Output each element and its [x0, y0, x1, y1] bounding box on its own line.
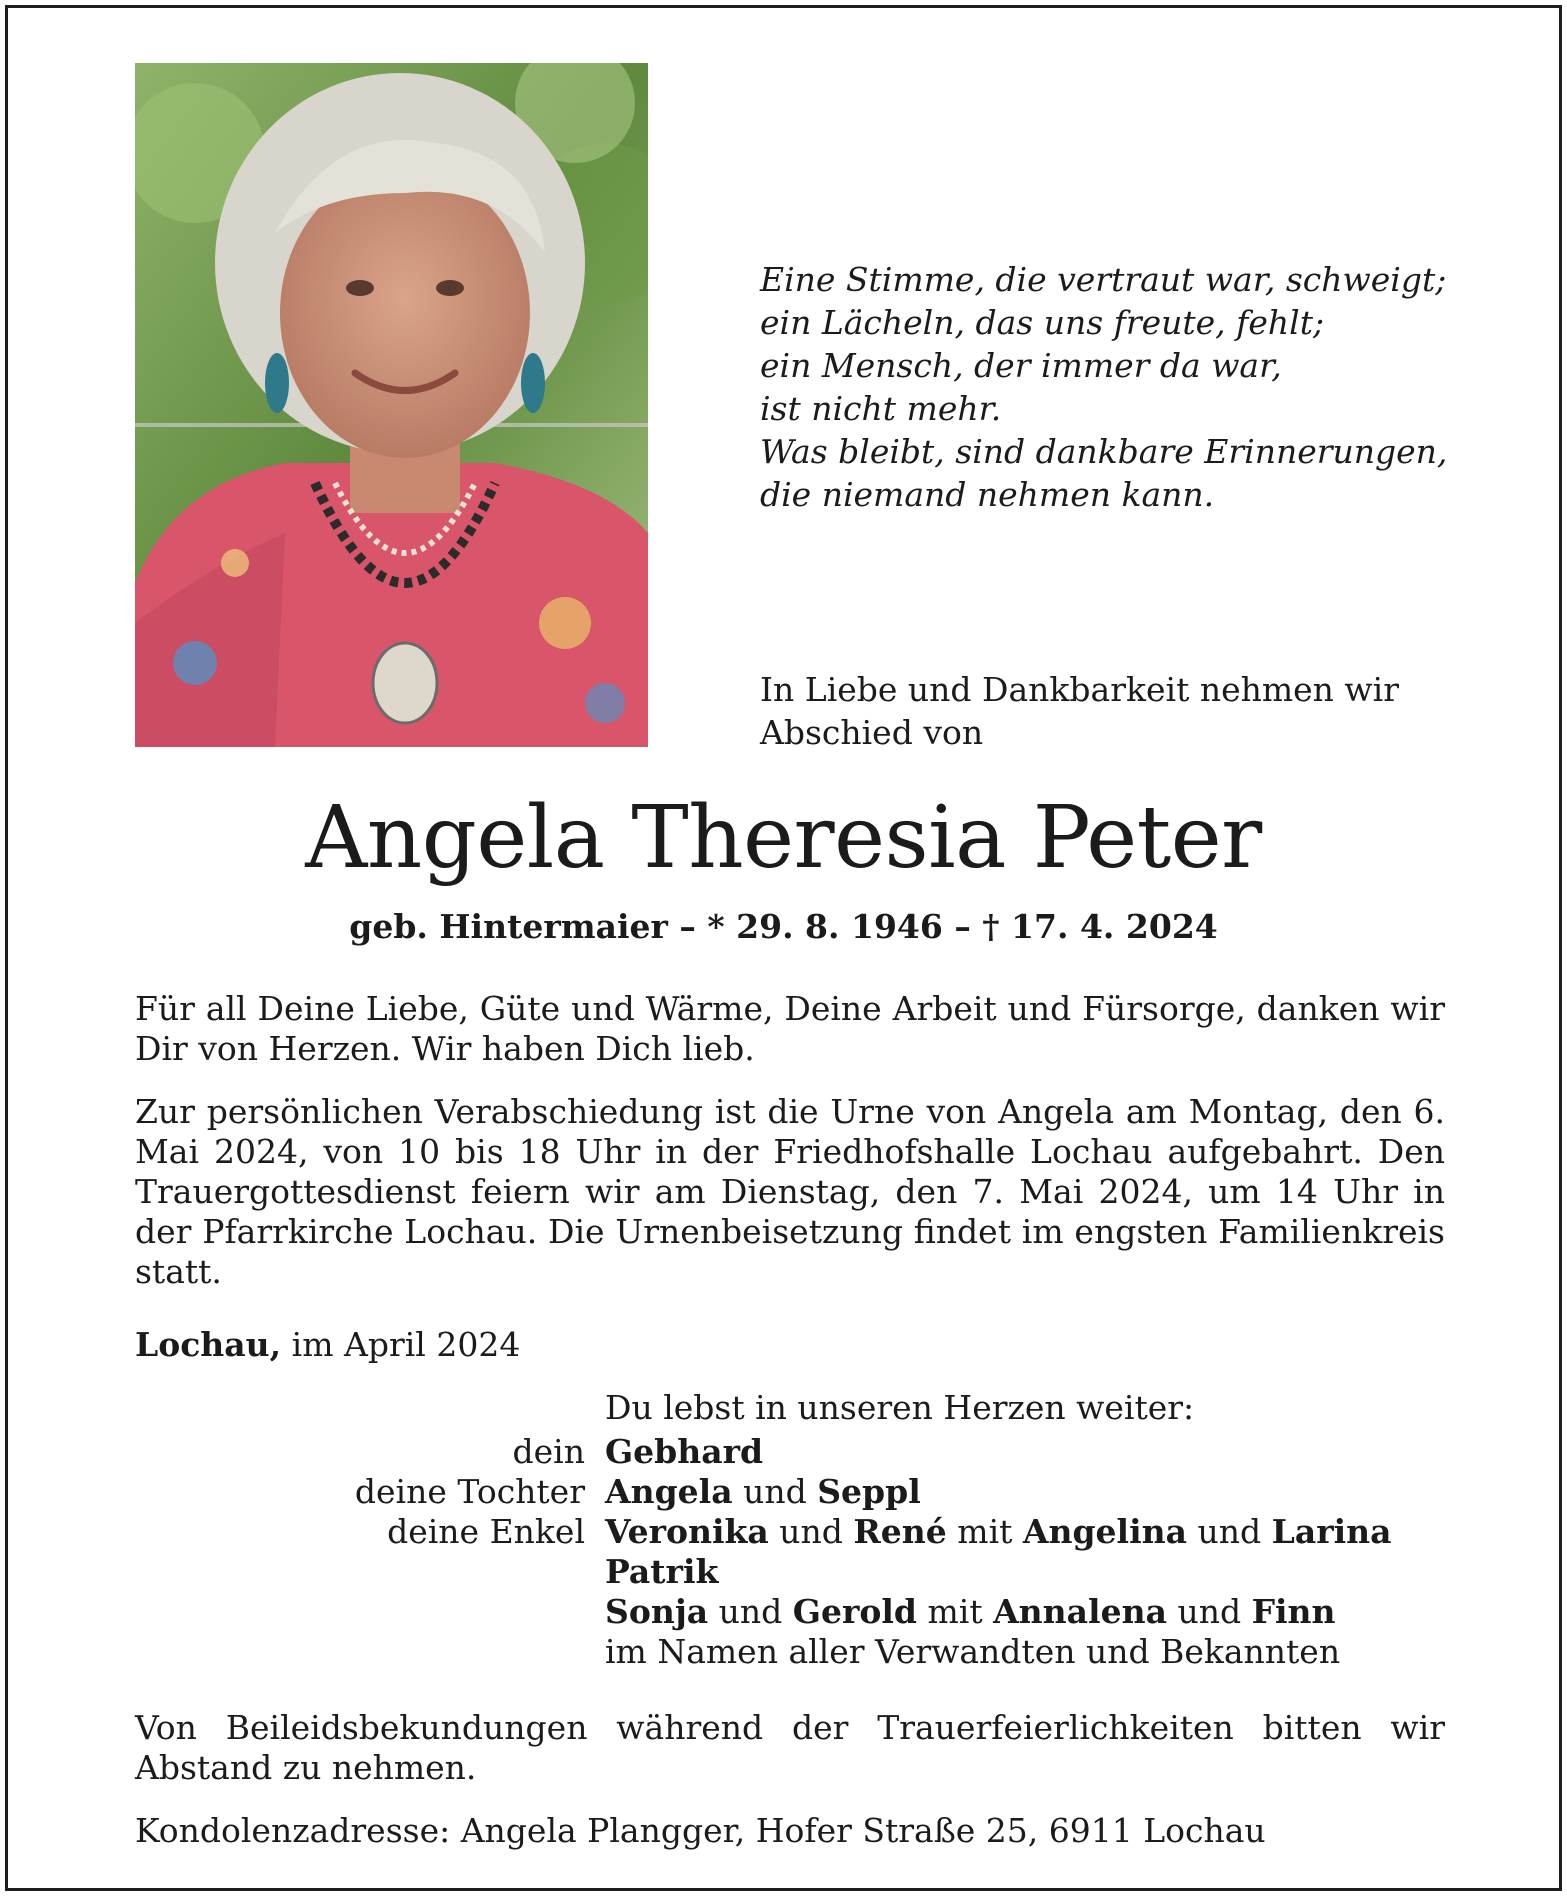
mourner-row — [135, 1512, 1465, 1552]
poem-line: Was bleibt, sind dankbare Erinnerungen, — [760, 432, 1448, 471]
poem-line: ist nicht mehr. — [760, 389, 1002, 428]
place-month: im April 2024 — [291, 1325, 521, 1364]
mourner-row — [135, 1432, 1465, 1472]
mourners-section — [135, 1388, 1465, 1672]
mourners-heading: Du lebst in unseren Herzen weiter: — [605, 1388, 1195, 1427]
closing-request: Von Beileidsbekundungen während der Trauerfeierlichkeiten bitten wir Abstand zu nehmen. — [135, 1708, 1445, 1787]
mourner-relation: dein — [512, 1432, 585, 1471]
mourner-name: Finn — [1251, 1592, 1336, 1631]
mourner-row — [135, 1592, 1465, 1632]
deceased-name: Angela Theresia Peter — [305, 788, 1262, 888]
portrait-illustration — [135, 63, 648, 747]
place-date — [135, 1325, 520, 1365]
mourner-connector: mit — [946, 1512, 1023, 1551]
mourner-names — [605, 1592, 1465, 1632]
mourner-name: Sonja — [605, 1592, 709, 1631]
mourner-connector: und — [768, 1512, 854, 1551]
deceased-details: geb. Hintermaier – * 29. 8. 1946 – † 17. 4. 2024 — [349, 907, 1218, 946]
mourner-name: Patrik — [605, 1552, 719, 1591]
mourner-row — [135, 1632, 1465, 1672]
mourner-relation: deine Tochter — [354, 1472, 585, 1511]
mourners-list — [135, 1432, 1465, 1672]
place-town: Lochau, — [135, 1325, 282, 1364]
thanks-paragraph: Für all Deine Liebe, Güte und Wärme, Deine Arbeit und Fürsorge, danken wir Dir von Herzen. Wir haben Dich lieb. — [135, 989, 1445, 1068]
condolence-address: Kondolenzadresse: Angela Plangger, Hofer Straße 25, 6911 Lochau — [135, 1811, 1266, 1850]
mourner-connector: und — [732, 1472, 818, 1511]
mourner-names — [605, 1552, 1465, 1592]
mourner-relation: deine Enkel — [387, 1512, 585, 1551]
mourner-connector: und — [1166, 1592, 1252, 1631]
mourner-name: Gebhard — [605, 1432, 764, 1471]
poem-line: Eine Stimme, die vertraut war, schweigt; — [760, 260, 1447, 299]
mourner-name: Veronika — [605, 1512, 769, 1551]
obituary-notice — [5, 5, 1562, 1891]
farewell-intro-line: In Liebe und Dankbarkeit nehmen wir — [760, 670, 1400, 709]
portrait-photo — [135, 63, 648, 747]
mourner-name: Seppl — [817, 1472, 921, 1511]
mourner-names — [605, 1472, 1465, 1512]
farewell-intro-line: Abschied von — [760, 713, 984, 752]
mourner-connector: und — [708, 1592, 793, 1631]
mourner-name: René — [853, 1512, 947, 1551]
mourner-names — [605, 1512, 1465, 1552]
mourner-name: Angela — [605, 1472, 733, 1511]
mourner-names — [605, 1432, 1465, 1472]
mourner-connector: im Namen aller Verwandten und Bekannten — [605, 1632, 1341, 1671]
mourner-name: Larina — [1271, 1512, 1392, 1551]
farewell-intro — [760, 668, 1470, 754]
service-paragraph: Zur persönlichen Verabschiedung ist die Urne von Angela am Montag, den 6. Mai 2024, von 10 bis 18 Uhr in der Friedhofshalle Lochau aufgebahrt. Den Trauergottesdienst feiern wir am Dienstag, den 7. Mai 2024, um 14 Uhr in der Pfarrkirche Lochau. Die Urnenbeisetzung findet im engsten Familienkreis statt. — [135, 1092, 1445, 1291]
mourner-relation — [135, 1592, 605, 1632]
poem-line: die niemand nehmen kann. — [760, 475, 1215, 514]
poem — [760, 258, 1480, 516]
mourner-names — [605, 1632, 1465, 1672]
poem-line: ein Mensch, der immer da war, — [760, 346, 1282, 385]
mourner-name: Gerold — [792, 1592, 917, 1631]
mourner-row — [135, 1552, 1465, 1592]
poem-line: ein Lächeln, das uns freute, fehlt; — [760, 303, 1325, 342]
mourner-relation — [135, 1552, 605, 1592]
mourner-connector: mit — [916, 1592, 994, 1631]
mourner-name: Angelina — [1022, 1512, 1188, 1551]
mourner-row — [135, 1472, 1465, 1512]
mourner-name: Annalena — [993, 1592, 1167, 1631]
mourner-connector: und — [1187, 1512, 1272, 1551]
mourner-relation — [135, 1632, 605, 1672]
